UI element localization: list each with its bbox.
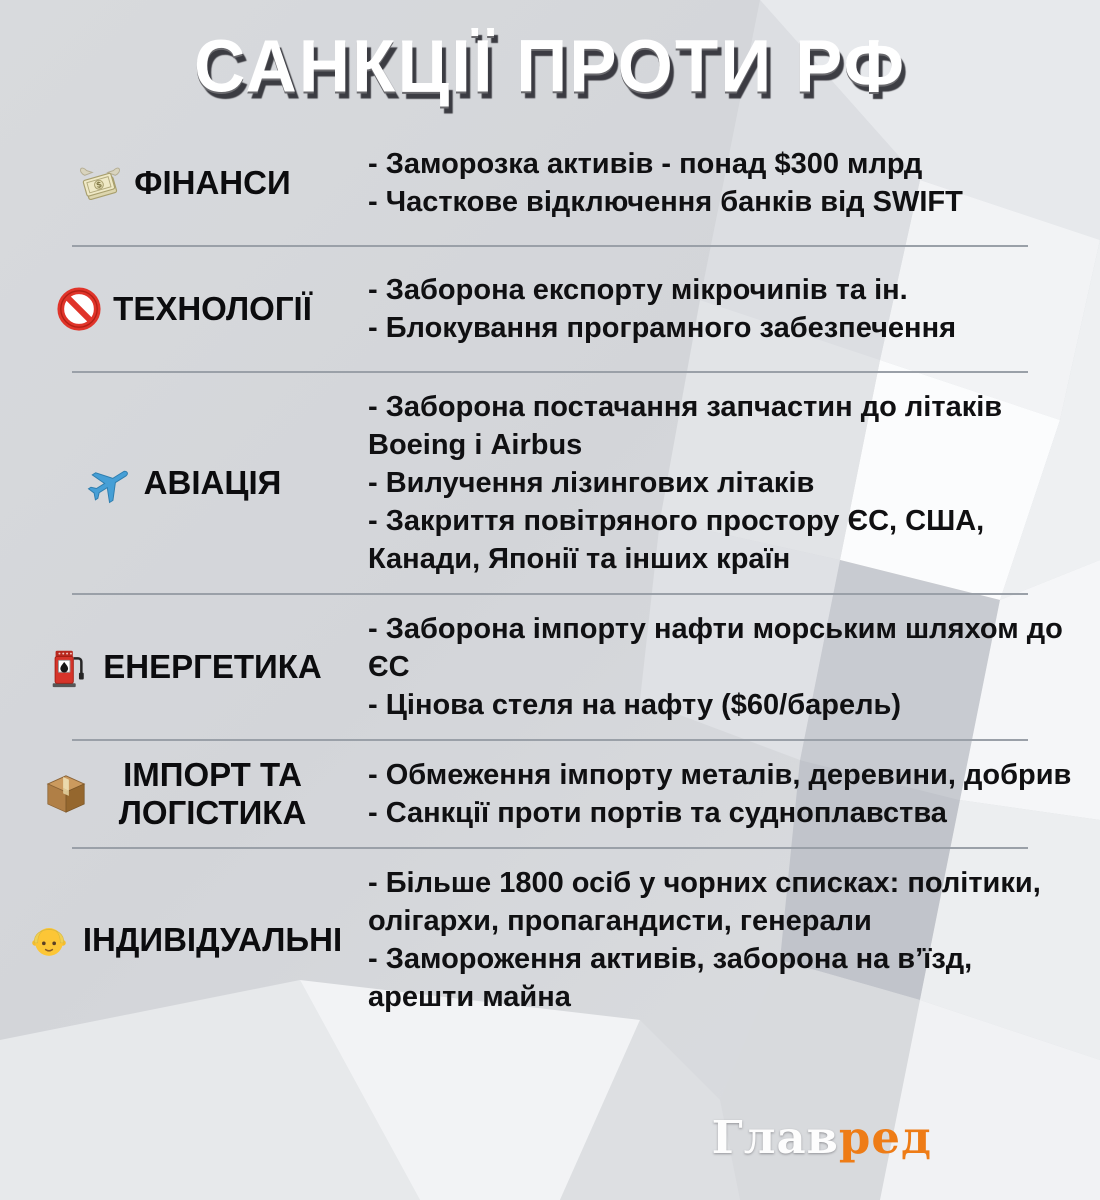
section-finance (0, 121, 1100, 245)
prohibited-icon (56, 286, 102, 332)
section-energy (0, 595, 1100, 739)
section-label: ЕНЕРГЕТИКА (103, 648, 322, 686)
bullet-item: - Блокування програмного забезпечення (368, 312, 957, 344)
logo-part-1: Глав (711, 1111, 839, 1164)
svg-text:$: $ (95, 179, 103, 191)
bullet-item: - Закриття повітряного простору ЄС, США, Канади, Японії та інших країн (368, 505, 985, 575)
money-with-wings-icon (77, 160, 123, 206)
bullet-item: - Санкції проти портів та судноплавства (368, 797, 947, 829)
bullet-item: - Заборона експорту мікрочипів та ін. (368, 274, 908, 306)
bullet-item: - Вилучення лізингових літаків (368, 467, 815, 499)
sections-list (0, 121, 1100, 1031)
bullet-list (368, 864, 1082, 1016)
airplane-icon (87, 460, 133, 506)
bullet-list (368, 271, 1082, 347)
glavred-logo (712, 1111, 932, 1164)
bullet-item: - Цінова стеля на нафту ($60/барель) (368, 689, 902, 721)
section-label: ІМПОРТ ТА ЛОГІСТИКА (118, 756, 307, 831)
bullet-list (368, 610, 1082, 724)
section-individual (0, 849, 1100, 1031)
bullet-list (368, 756, 1082, 832)
page-title: САНКЦІЇ ПРОТИ РФ (193, 25, 907, 109)
person-icon (26, 917, 72, 963)
section-label: ІНДИВІДУАЛЬНІ (82, 921, 343, 959)
bullet-item: - Часткове відключення банків від SWIFT (368, 186, 963, 218)
section-label: ТЕХНОЛОГІЇ (113, 290, 312, 328)
bullet-item: - Обмеження імпорту металів, деревини, добрив (368, 759, 1072, 791)
section-technology (0, 247, 1100, 371)
logo-part-2: ред (838, 1111, 932, 1164)
section-label: АВІАЦІЯ (143, 464, 282, 502)
section-import-logistics (0, 741, 1100, 847)
fuel-pump-icon (46, 644, 92, 690)
bullet-item: - Заморозка активів - понад $300 млрд (368, 148, 923, 180)
package-icon (43, 771, 89, 817)
bullet-list (368, 145, 1082, 221)
bullet-item: - Замороження активів, заборона на в’їзд, арешти майна (368, 943, 973, 1013)
bullet-item: - Заборона імпорту нафти морським шляхом до ЄС (368, 613, 1063, 683)
bullet-item: - Більше 1800 осіб у чорних списках: політики, олігархи, пропагандисти, генерали (368, 867, 1041, 937)
bullet-list (368, 388, 1082, 578)
section-aviation (0, 373, 1100, 593)
section-label: ФІНАНСИ (134, 164, 291, 202)
bullet-item: - Заборона постачання запчастин до літаків Boeing і Airbus (368, 391, 1003, 461)
